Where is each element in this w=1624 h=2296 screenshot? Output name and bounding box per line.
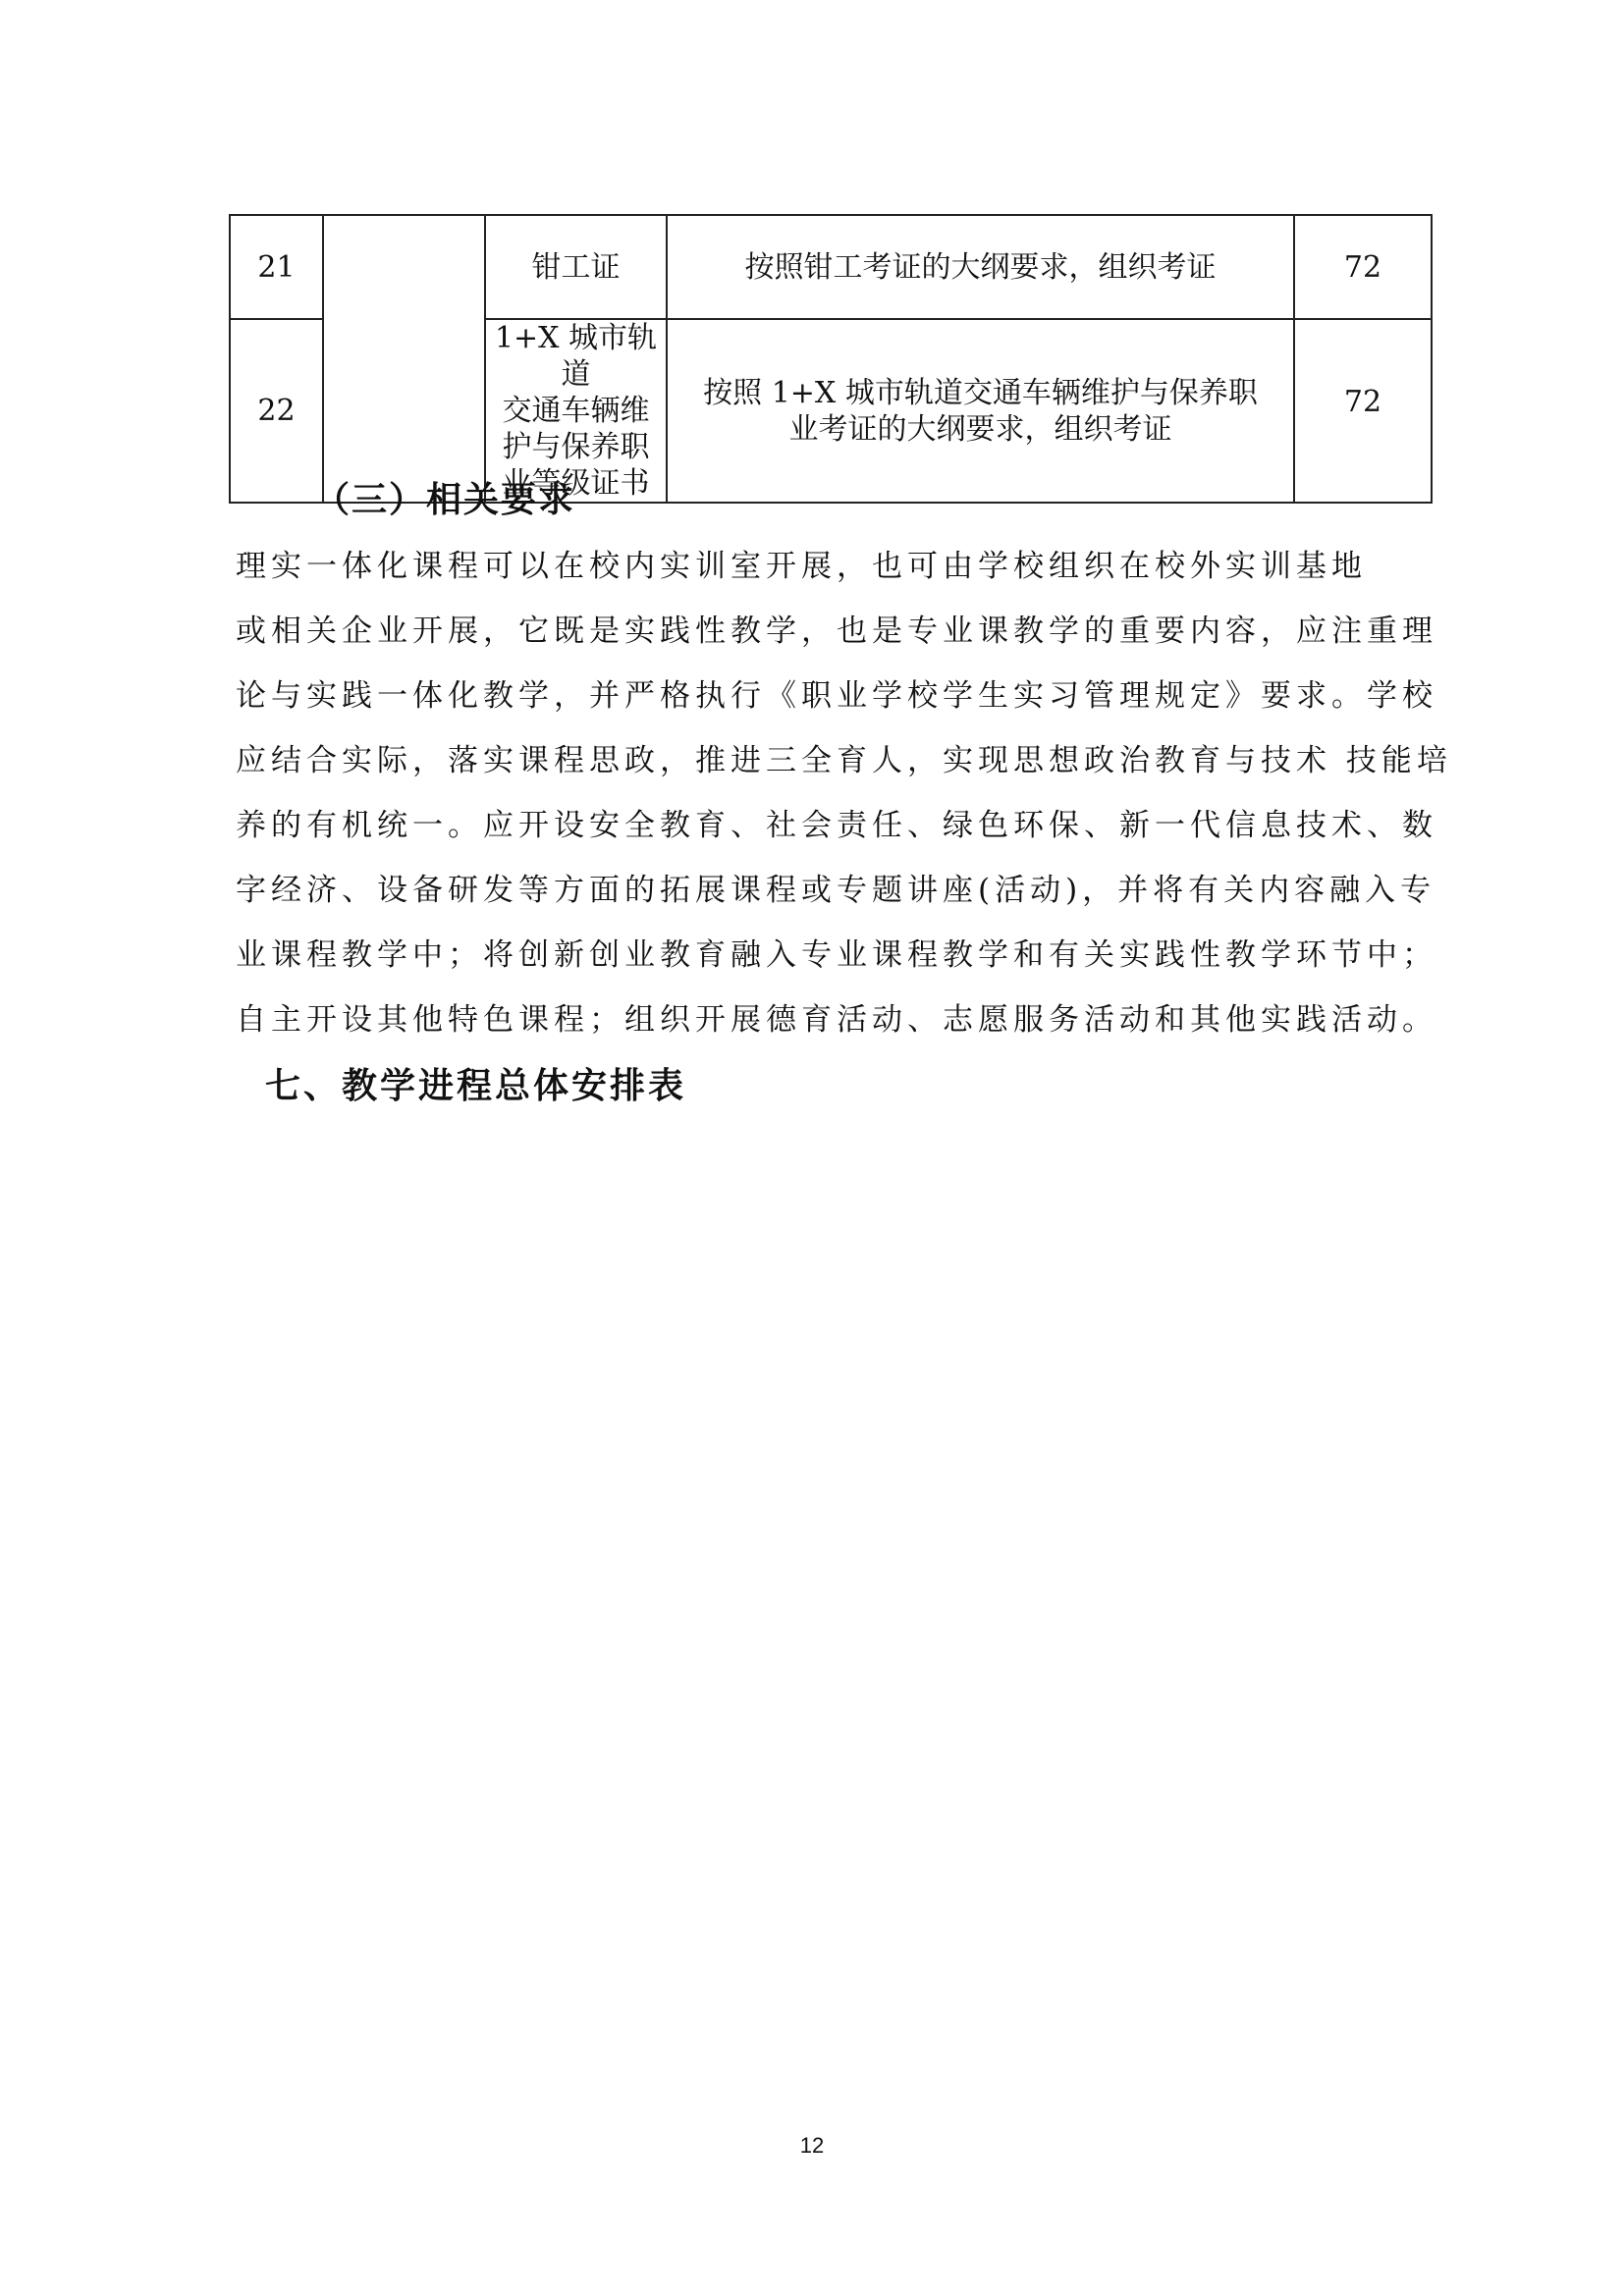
certificate-name-line: 业等级证书 [502,466,650,501]
exam-requirement-line: 业考证的大纲要求，组织考证 [788,411,1172,447]
section-title: 七、教学进程总体安排表 [265,1066,687,1106]
certificate-name-line: 交通车辆维 [502,394,650,428]
paragraph-line: 论与实践一体化教学，并严格执行《职业学校学生实习管理规定》要求。学校 [236,678,1437,714]
class-hours: 72 [1294,215,1432,319]
paragraph-line: 业课程教学中；将创新创业教育融入专业课程教学和有关实践性教学环节中； [236,937,1437,973]
paragraph-line: 养的有机统一。应开设安全教育、社会责任、绿色环保、新一代信息技术、数 [236,808,1437,843]
page-number: 12 [799,2133,825,2158]
category-cell-empty [323,215,485,503]
paragraph-line: 自主开设其他特色课程；组织开展德育活动、志愿服务活动和其他实践活动。 [236,1002,1437,1038]
paragraph-line: 或相关企业开展，它既是实践性教学，也是专业课教学的重要内容，应注重理 [236,614,1437,649]
certificate-name-line: 1+X 城市轨道 [494,321,658,392]
certificate-name [485,319,667,503]
certificate-name-line: 护与保养职 [502,430,650,464]
exam-requirement [667,319,1294,503]
row-number: 22 [230,319,323,503]
body-paragraph [236,543,1452,1061]
exam-requirement-line: 按照 1+X 城市轨道交通车辆维护与保养职 [703,375,1258,410]
row-number: 21 [230,215,323,319]
exam-requirement: 按照钳工考证的大纲要求，组织考证 [667,215,1294,319]
subsection-title: （三）相关要求 [314,480,576,520]
table-row [230,215,1432,319]
certificate-table [229,214,1433,504]
class-hours: 72 [1294,319,1432,503]
paragraph-line: 理实一体化课程可以在校内实训室开展，也可由学校组织在校外实训基地 [236,549,1367,584]
paragraph-line: 应结合实际，落实课程思政，推进三全育人，实现思想政治教育与技术 技能培 [236,743,1452,778]
paragraph-line: 字经济、设备研发等方面的拓展课程或专题讲座(活动)，并将有关内容融入专 [236,873,1436,908]
certificate-name: 钳工证 [485,215,667,319]
